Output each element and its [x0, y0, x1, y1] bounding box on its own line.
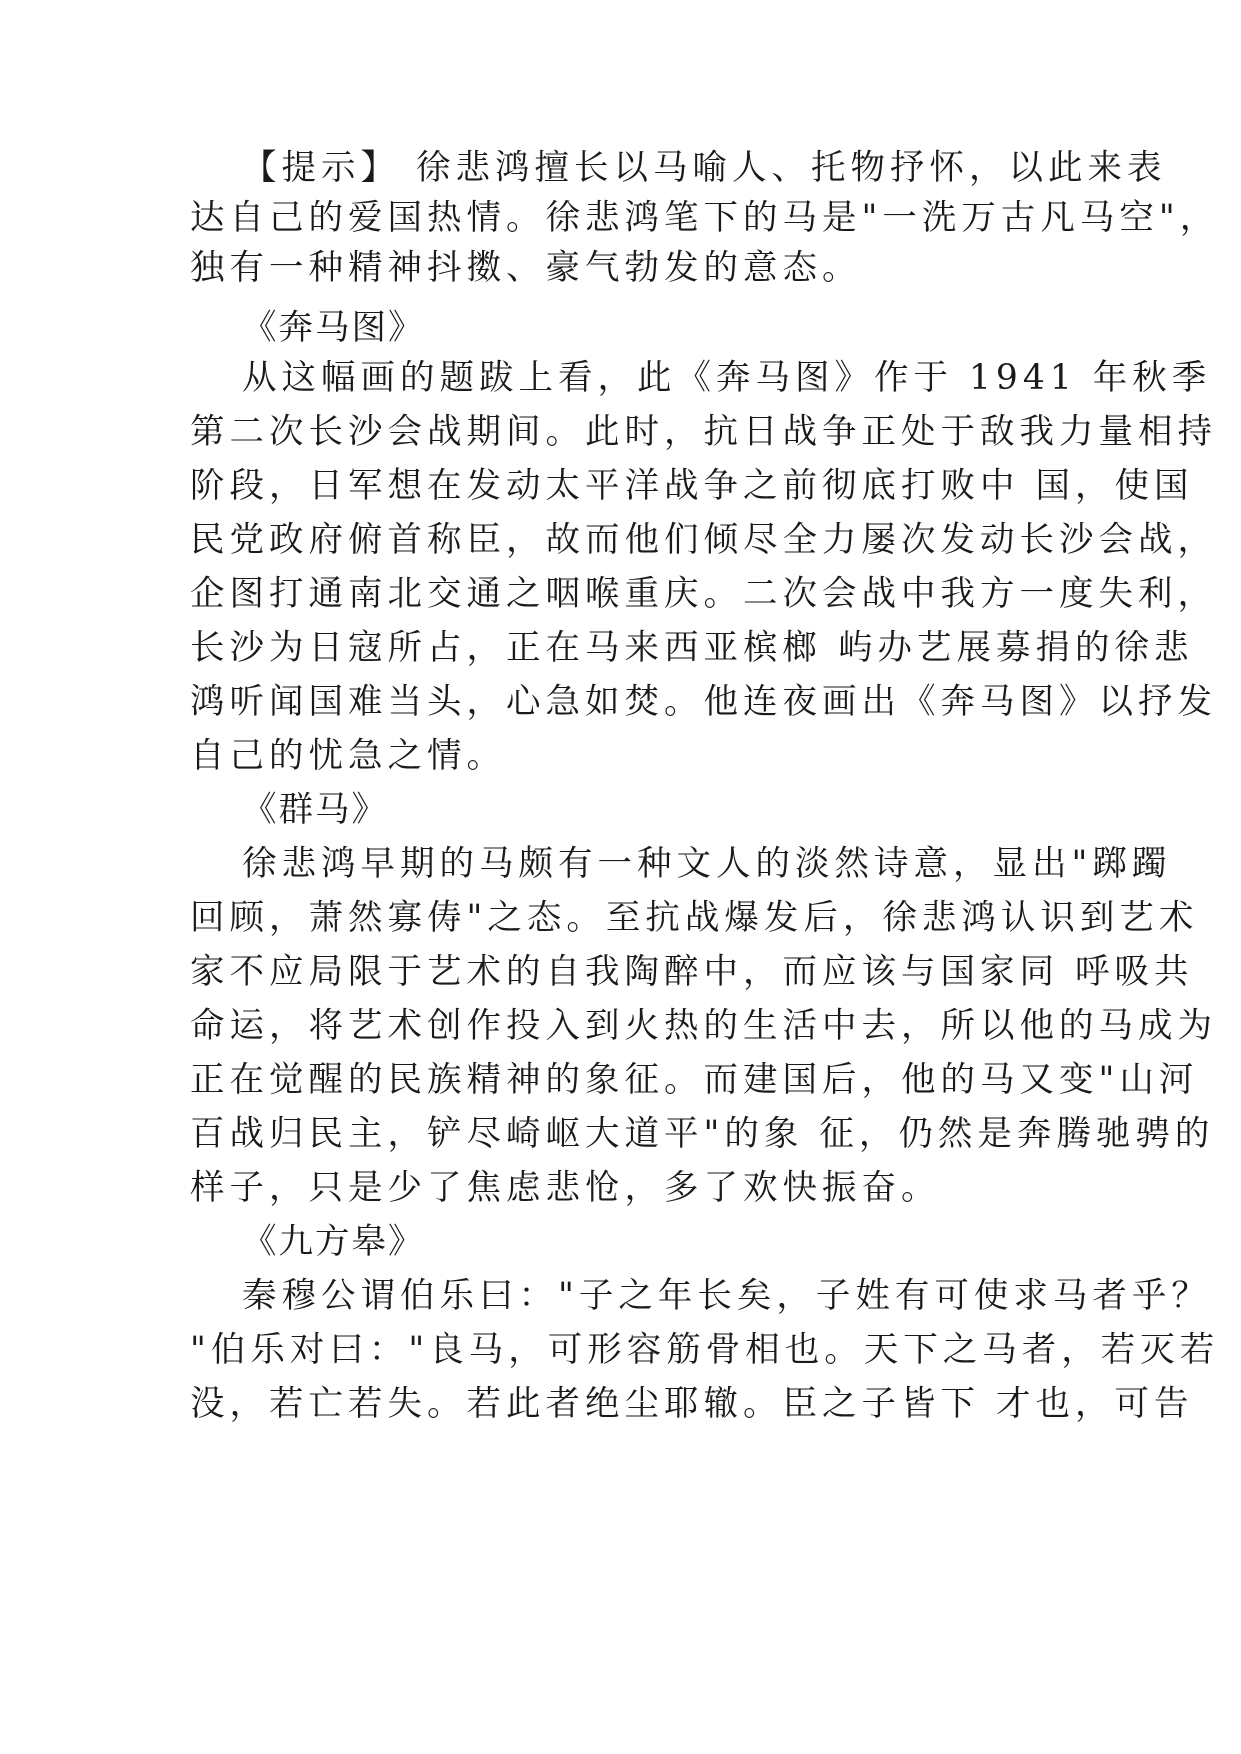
body-line: 回顾，萧然寡俦"之态。至抗战爆发后，徐悲鸿认识到艺术	[190, 898, 1199, 938]
body-line: 命运，将艺术创作投入到火热的生活中去，所以他的马成为	[190, 1006, 1217, 1046]
body-line: 长沙为日寇所占，正在马来西亚槟榔 屿办艺展募捐的徐悲	[190, 628, 1194, 668]
body-line: 样子，只是少了焦虑悲怆，多了欢快振奋。	[190, 1168, 941, 1208]
body-line: 家不应局限于艺术的自我陶醉中，而应该与国家同 呼吸共	[190, 952, 1194, 992]
body-line: 民党政府俯首称臣，故而他们倾尽全力屡次发动长沙会战，	[190, 520, 1217, 560]
body-line: 正在觉醒的民族精神的象征。而建国后，他的马又变"山河	[190, 1060, 1199, 1100]
body-line: 企图打通南北交通之咽喉重庆。二次会战中我方一度失利，	[190, 574, 1217, 614]
section-heading-qunma: 《群马》	[242, 790, 388, 830]
tip-line-3: 独有一种精神抖擞、豪气勃发的意态。	[190, 248, 862, 288]
body-line: 徐悲鸿早期的马颇有一种文人的淡然诗意，显出"踯躅	[242, 844, 1172, 884]
body-line: 第二次长沙会战期间。此时，抗日战争正处于敌我力量相持	[190, 412, 1217, 452]
body-line: 没，若亡若失。若此者绝尘耶辙。臣之子皆下 才也，可告	[190, 1384, 1194, 1424]
body-line: 秦穆公谓伯乐曰："子之年长矣，子姓有可使求马者乎？	[242, 1276, 1211, 1316]
body-line: "伯乐对曰："良马，可形容筋骨相也。天下之马者，若灭若	[190, 1330, 1220, 1370]
section-heading-benmatu: 《奔马图》	[242, 308, 425, 348]
body-line: 鸿听闻国难当头，心急如焚。他连夜画出《奔马图》以抒发	[190, 682, 1217, 722]
body-line: 从这幅画的题跋上看，此《奔马图》作于 1941 年秋季	[242, 358, 1212, 398]
body-line: 百战归民主，铲尽崎岖大道平"的象 征，仍然是奔腾驰骋的	[190, 1114, 1215, 1154]
tip-line-1: 【提示】 徐悲鸿擅长以马喻人、托物抒怀，以此来表	[242, 148, 1167, 188]
body-line: 阶段，日军想在发动太平洋战争之前彻底打败中 国，使国	[190, 466, 1194, 506]
tip-line-2: 达自己的爱国热情。徐悲鸿笔下的马是"一洗万古凡马空"，	[190, 198, 1220, 238]
body-line: 自己的忧急之情。	[190, 736, 506, 776]
section-heading-jiufanggao: 《九方皋》	[242, 1222, 425, 1262]
